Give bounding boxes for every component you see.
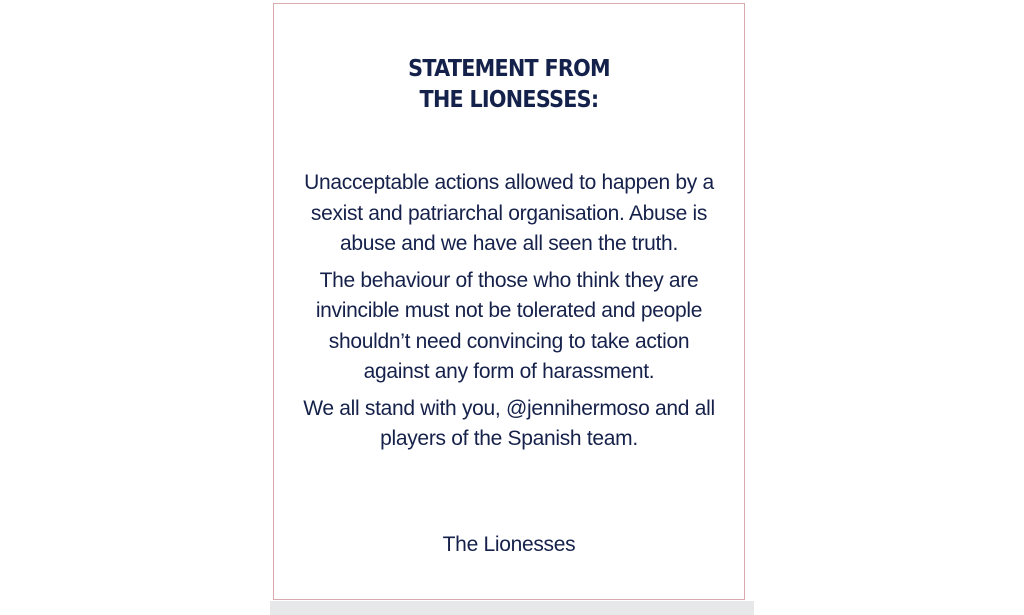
statement-body [274,168,744,461]
paragraph-line: We all stand with you, @jennihermoso and all [303,396,715,420]
statement-paragraph [274,266,744,388]
title-line: STATEMENT FROM [408,56,610,82]
paragraph-line: The behaviour of those who think they are [319,268,699,292]
paragraph-line: sexist and patriarchal organisation. Abuse is [310,201,708,225]
paragraph-line: invincible must not be tolerated and people [315,299,703,322]
paragraph-line: abuse and we have all seen the truth. [340,232,678,255]
paragraph-line: Unacceptable actions allowed to happen by a [304,171,714,194]
statement-paragraph [274,394,744,455]
paragraph-line: shouldn’t need convincing to take action [328,329,690,353]
statement-card [273,3,745,600]
title-line: THE LIONESSES: [419,87,599,113]
bottom-strip [270,601,754,615]
statement-paragraph [274,168,744,260]
paragraph-line: against any form of harassment. [363,360,655,383]
statement-title [298,54,721,116]
statement-signature: The Lionesses [442,533,576,556]
paragraph-line: players of the Spanish team. [380,427,638,450]
